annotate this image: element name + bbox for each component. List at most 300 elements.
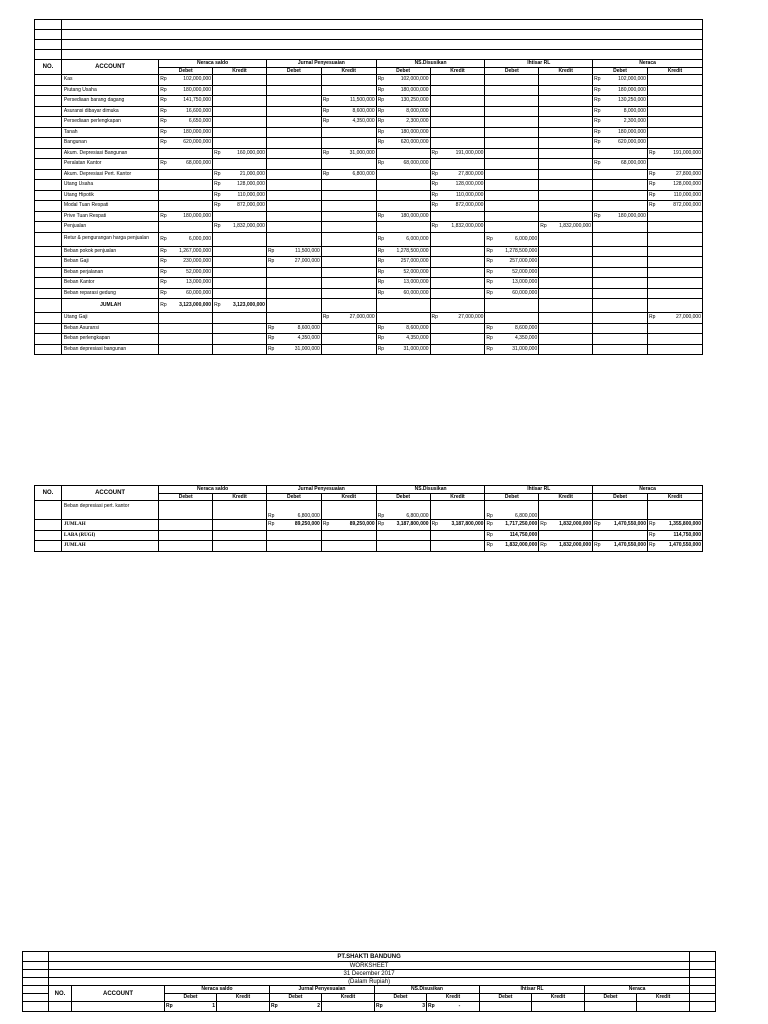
currency-label: Rp	[431, 149, 438, 156]
table-row	[35, 127, 703, 138]
amount-cell	[321, 278, 376, 289]
amount-cell	[266, 278, 321, 289]
debet-header: Debet	[593, 68, 648, 75]
kredit-header: Kredit	[322, 994, 375, 1002]
amount-value: 89,250,000	[294, 521, 320, 528]
amount-cell	[430, 148, 485, 159]
amount-cell	[266, 127, 321, 138]
currency-label: Rp	[431, 181, 438, 188]
amount-cell	[213, 127, 267, 138]
amount-cell	[485, 169, 539, 180]
amount-value: 31,000,000	[349, 149, 375, 156]
amount-cell	[539, 501, 593, 520]
amount-cell	[539, 334, 593, 345]
currency-label: Rp	[648, 202, 656, 209]
amount-value: 2	[317, 1003, 320, 1009]
amount-cell	[593, 232, 648, 246]
row-account: Beban reparasi gedung	[61, 288, 158, 299]
amount-cell	[430, 313, 485, 324]
amount-value: 3,123,000,000	[232, 302, 265, 308]
row-no	[35, 201, 62, 212]
amount-cell	[213, 313, 267, 324]
amount-cell	[159, 222, 213, 233]
row-no	[35, 106, 62, 117]
amount-cell	[539, 211, 593, 222]
amount-value: 13,000,000	[512, 279, 538, 286]
currency-label: Rp	[322, 314, 330, 321]
amount-cell	[539, 520, 593, 531]
amount-cell	[485, 299, 539, 313]
amount-cell	[485, 138, 539, 149]
kredit-header: Kredit	[213, 68, 267, 75]
amount-cell	[266, 334, 321, 345]
table-row	[35, 520, 703, 531]
amount-cell	[213, 201, 267, 212]
amount-cell	[159, 313, 213, 324]
amount-cell	[539, 180, 593, 191]
row-no	[35, 138, 62, 149]
blank-cell	[35, 50, 62, 60]
amount-cell	[430, 334, 485, 345]
row-account: Persediaan barang dagang	[61, 96, 158, 107]
row-account: Beban Asuransi	[61, 323, 158, 334]
amount-cell	[430, 246, 485, 257]
amount-cell	[539, 106, 593, 117]
currency-label: Rp	[486, 324, 493, 331]
table-row	[35, 96, 703, 107]
amount-cell	[593, 344, 648, 355]
amount-cell	[539, 246, 593, 257]
amount-value: 1,470,550,000	[669, 542, 701, 549]
amount-value: 31,000,000	[403, 345, 429, 352]
currency-label: Rp	[267, 258, 275, 265]
amount-cell	[376, 159, 430, 170]
debet-header: Debet	[376, 68, 430, 75]
amount-cell	[213, 267, 267, 278]
debet-header: Debet	[485, 494, 539, 501]
currency-label: Rp	[160, 76, 167, 83]
amount-cell	[647, 232, 702, 246]
amount-cell	[213, 75, 267, 86]
table-row	[35, 190, 703, 201]
amount-cell	[485, 127, 539, 138]
amount-cell	[430, 288, 485, 299]
amount-cell	[321, 117, 376, 128]
amount-cell	[647, 267, 702, 278]
currency-label: Rp	[160, 268, 167, 275]
amount-value: 16,600,000	[186, 107, 212, 114]
amount-cell	[376, 520, 430, 531]
debet-header: Debet	[593, 494, 648, 501]
amount-value: 180,000,000	[400, 86, 429, 93]
amount-cell	[485, 159, 539, 170]
table-row	[35, 257, 703, 268]
amount-cell	[376, 222, 430, 233]
amount-cell	[321, 246, 376, 257]
row-no	[35, 159, 62, 170]
amount-cell	[266, 75, 321, 86]
currency-label: Rp	[594, 118, 601, 125]
row-account: Prive Tuan Respati	[61, 211, 158, 222]
amount-cell	[213, 211, 267, 222]
amount-cell	[376, 190, 430, 201]
amount-cell	[539, 344, 593, 355]
amount-cell	[213, 148, 267, 159]
amount-cell	[213, 96, 267, 107]
debet-header: Debet	[585, 994, 637, 1002]
currency-label: Rp	[160, 118, 167, 125]
group-header: Neraca	[593, 486, 703, 494]
amount-value: 110,000,000	[455, 191, 484, 198]
debet-header: Debet	[270, 994, 322, 1002]
amount-cell	[593, 180, 648, 191]
currency-label: Rp	[214, 223, 221, 230]
currency-label: Rp	[377, 268, 385, 275]
amount-cell	[485, 85, 539, 96]
table-row	[35, 267, 703, 278]
row-no	[35, 96, 62, 107]
row-no	[35, 323, 62, 334]
amount-cell	[376, 117, 430, 128]
amount-value: 89,250,000	[349, 521, 375, 528]
amount-cell	[213, 138, 267, 149]
amount-cell	[593, 201, 648, 212]
amount-value: 27,000,000	[294, 258, 320, 265]
amount-cell	[430, 267, 485, 278]
amount-cell	[213, 117, 267, 128]
amount-cell	[593, 96, 648, 107]
amount-cell	[430, 520, 485, 531]
kredit-header: Kredit	[430, 68, 485, 75]
row-account: Tanah	[61, 127, 158, 138]
amount-cell	[430, 117, 485, 128]
amount-cell	[430, 75, 485, 86]
amount-cell	[159, 127, 213, 138]
blank-cell	[35, 20, 62, 30]
amount-cell	[430, 180, 485, 191]
amount-cell	[485, 148, 539, 159]
amount-cell	[159, 148, 213, 159]
amount-cell	[266, 106, 321, 117]
amount-cell	[159, 246, 213, 257]
row-no	[35, 334, 62, 345]
amount-cell	[159, 85, 213, 96]
amount-value: 191,000,000	[673, 149, 701, 156]
amount-cell	[647, 299, 702, 313]
amount-cell	[321, 288, 376, 299]
amount-value: 872,000,000	[237, 202, 265, 209]
kredit-header: Kredit	[539, 68, 593, 75]
row-no	[35, 222, 62, 233]
amount-value: 180,000,000	[183, 128, 212, 135]
row-account: Beban depresiasi pert. kantor	[61, 501, 158, 520]
amount-cell	[539, 541, 593, 552]
amount-value: 180,000,000	[618, 128, 646, 135]
amount-cell	[321, 313, 376, 324]
amount-cell	[159, 180, 213, 191]
table-row	[35, 530, 703, 541]
table-row	[35, 501, 703, 520]
amount-value: 6,800,000	[352, 170, 375, 177]
blank-cell	[23, 962, 49, 970]
currency-label: Rp	[428, 1003, 435, 1009]
table-row	[35, 117, 703, 128]
amount-cell	[321, 334, 376, 345]
amount-value: 180,000,000	[618, 86, 646, 93]
amount-cell	[321, 211, 376, 222]
amount-cell	[430, 232, 485, 246]
amount-cell	[266, 232, 321, 246]
amount-cell	[321, 541, 376, 552]
amount-cell	[485, 246, 539, 257]
amount-value: 11,500,000	[350, 97, 375, 104]
row-account: JUMLAH	[61, 299, 158, 313]
amount-cell	[485, 211, 539, 222]
currency-label: Rp	[214, 149, 221, 156]
amount-value: 3,187,800,000	[451, 521, 484, 528]
amount-value: 21,000,000	[239, 170, 265, 177]
amount-cell	[213, 232, 267, 246]
amount-value: 191,000,000	[455, 149, 484, 156]
currency-label: Rp	[594, 160, 601, 167]
row-no	[35, 541, 62, 552]
amount-cell	[430, 159, 485, 170]
currency-label: Rp	[214, 202, 221, 209]
amount-cell	[647, 138, 702, 149]
row-no	[35, 530, 62, 541]
row-account: JUMLAH	[61, 520, 158, 531]
row-account: Beban Kantor	[61, 278, 158, 289]
amount-value: 6,800,000	[406, 513, 429, 519]
amount-cell	[539, 267, 593, 278]
amount-value: 6,800,000	[297, 513, 320, 519]
currency-label: Rp	[267, 335, 275, 342]
currency-label: Rp	[377, 76, 385, 83]
kredit-header: Kredit	[532, 994, 585, 1002]
amount-cell	[159, 344, 213, 355]
amount-value: 2,300,000	[406, 118, 429, 125]
amount-cell	[376, 278, 430, 289]
amount-cell	[430, 169, 485, 180]
amount-cell	[213, 85, 267, 96]
blank-cell	[35, 30, 62, 40]
table-row	[35, 159, 703, 170]
currency-label: Rp	[160, 160, 167, 167]
currency-label: Rp	[322, 149, 330, 156]
currency-label: Rp	[377, 345, 385, 352]
row-no	[35, 246, 62, 257]
row-account: Kas	[61, 75, 158, 86]
amount-cell	[485, 344, 539, 355]
currency-label: Rp	[267, 345, 275, 352]
amount-cell	[485, 334, 539, 345]
currency-label: Rp	[322, 170, 330, 177]
currency-label: Rp	[431, 191, 438, 198]
amount-cell	[430, 299, 485, 313]
amount-value: 68,000,000	[186, 160, 212, 167]
row-account: Utang Hipotik	[61, 190, 158, 201]
amount-cell	[647, 344, 702, 355]
amount-cell	[647, 127, 702, 138]
amount-cell	[539, 96, 593, 107]
amount-cell	[266, 299, 321, 313]
currency-label: Rp	[377, 324, 385, 331]
amount-cell	[376, 180, 430, 191]
amount-cell	[430, 201, 485, 212]
amount-cell	[266, 117, 321, 128]
amount-cell	[159, 138, 213, 149]
row-no	[35, 267, 62, 278]
amount-cell	[485, 278, 539, 289]
amount-cell	[430, 211, 485, 222]
blank-cell	[35, 40, 62, 50]
group-header: Neraca saldo	[159, 486, 267, 494]
debet-header: Debet	[266, 494, 321, 501]
amount-cell	[485, 530, 539, 541]
amount-value: -	[458, 1003, 461, 1009]
amount-value: 27,800,000	[675, 170, 701, 177]
account-header: ACCOUNT	[61, 60, 158, 75]
amount-cell	[430, 222, 485, 233]
amount-cell	[637, 1002, 690, 1012]
amount-value: 160,000,000	[237, 149, 265, 156]
amount-cell	[647, 278, 702, 289]
currency-label: Rp	[649, 542, 656, 549]
amount-cell	[321, 201, 376, 212]
kredit-header: Kredit	[321, 68, 376, 75]
amount-cell	[376, 201, 430, 212]
amount-cell	[647, 313, 702, 324]
amount-cell	[430, 257, 485, 268]
table-row	[35, 288, 703, 299]
row-account: Bangunan	[61, 138, 158, 149]
amount-cell	[647, 246, 702, 257]
amount-cell	[321, 520, 376, 531]
table-row	[35, 85, 703, 96]
amount-cell	[266, 323, 321, 334]
row-account: Akum. Depresiasi Pert. Kantor	[61, 169, 158, 180]
currency-label: Rp	[594, 542, 601, 549]
currency-label: Rp	[160, 302, 167, 308]
currency-label: Rp	[271, 1003, 278, 1009]
amount-cell	[376, 138, 430, 149]
amount-cell	[485, 190, 539, 201]
amount-value: 180,000,000	[400, 128, 429, 135]
currency-label: Rp	[649, 531, 656, 538]
amount-cell	[321, 127, 376, 138]
amount-cell	[266, 501, 321, 520]
amount-cell	[539, 127, 593, 138]
currency-label: Rp	[377, 335, 385, 342]
amount-cell	[159, 257, 213, 268]
table-row	[35, 148, 703, 159]
row-no	[35, 278, 62, 289]
amount-value: 110,000,000	[673, 191, 701, 198]
amount-value: 8,600,000	[352, 107, 375, 114]
amount-cell	[159, 299, 213, 313]
group-header: Neraca	[585, 986, 690, 994]
amount-cell	[485, 96, 539, 107]
table-row	[35, 201, 703, 212]
blank-cell	[61, 40, 702, 50]
currency-label: Rp	[160, 235, 167, 242]
amount-cell	[159, 323, 213, 334]
currency-label: Rp	[486, 521, 493, 528]
table-row	[35, 169, 703, 180]
row-no	[35, 299, 62, 313]
amount-cell	[430, 278, 485, 289]
amount-cell	[648, 520, 703, 531]
amount-cell	[321, 267, 376, 278]
amount-cell	[480, 1002, 532, 1012]
currency-label: Rp	[486, 335, 493, 342]
amount-cell	[376, 257, 430, 268]
amount-cell	[159, 117, 213, 128]
amount-cell	[593, 127, 648, 138]
amount-value: 27,000,000	[349, 314, 375, 321]
amount-value: 60,000,000	[186, 289, 212, 296]
kredit-header: Kredit	[430, 494, 485, 501]
amount-value: 13,000,000	[403, 279, 429, 286]
amount-value: 102,000,000	[183, 76, 212, 83]
amount-cell	[593, 138, 648, 149]
currency-label: Rp	[377, 107, 385, 114]
amount-value: 128,000,000	[455, 181, 484, 188]
currency-label: Rp	[160, 289, 167, 296]
currency-label: Rp	[594, 76, 601, 83]
amount-cell	[266, 211, 321, 222]
amount-value: 141,750,000	[183, 97, 212, 104]
amount-cell	[376, 148, 430, 159]
amount-value: 68,000,000	[620, 160, 646, 167]
amount-cell	[159, 169, 213, 180]
amount-cell	[430, 190, 485, 201]
amount-cell	[539, 232, 593, 246]
amount-value: 257,000,000	[509, 258, 538, 265]
currency-label: Rp	[322, 118, 330, 125]
amount-cell	[647, 257, 702, 268]
amount-value: 1,278,500,000	[505, 247, 538, 254]
currency-label: Rp	[160, 139, 167, 146]
amount-cell	[647, 334, 702, 345]
worksheet-table-2	[34, 485, 703, 552]
blank-cell	[690, 952, 716, 962]
amount-cell	[585, 1002, 637, 1012]
amount-cell	[213, 159, 267, 170]
amount-value: 8,000,000	[406, 107, 429, 114]
amount-cell	[532, 1002, 585, 1012]
amount-cell	[647, 323, 702, 334]
currency-label: Rp	[594, 521, 601, 528]
amount-value: 52,000,000	[403, 268, 429, 275]
table-row	[35, 323, 703, 334]
currency-label: Rp	[648, 314, 656, 321]
currency-label: Rp	[486, 235, 493, 242]
blank-cell	[690, 962, 716, 970]
amount-cell	[213, 530, 267, 541]
amount-cell	[213, 180, 267, 191]
row-no	[35, 127, 62, 138]
table-row	[35, 299, 703, 313]
table-row	[35, 75, 703, 86]
amount-cell	[321, 180, 376, 191]
blank-cell	[23, 1002, 49, 1012]
amount-cell	[485, 313, 539, 324]
amount-cell	[213, 190, 267, 201]
row-account: Beban perlengkapan	[61, 334, 158, 345]
amount-cell	[539, 222, 593, 233]
amount-cell	[266, 313, 321, 324]
